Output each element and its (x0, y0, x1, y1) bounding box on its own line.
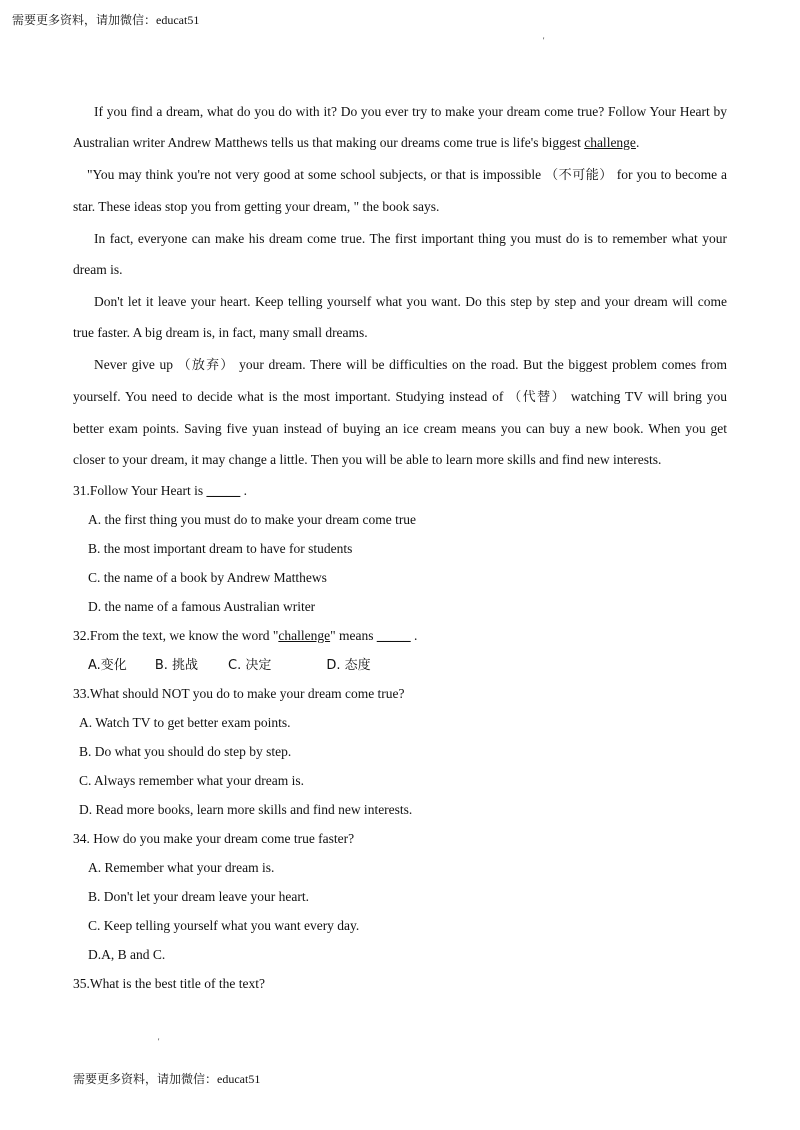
passage-paragraph-5 (73, 349, 727, 475)
question-text: . (410, 628, 418, 643)
page-header: 需要更多资料，请加微信：educat51 (12, 13, 200, 27)
chinese-gloss: （放弃） (177, 358, 235, 373)
question-text: 32.From the text, we know the word " (73, 628, 279, 643)
chinese-gloss: （不可能） (545, 168, 613, 183)
answer-blank: _____ (376, 628, 411, 643)
question-33-option-a: A. Watch TV to get better exam points. (79, 715, 291, 730)
passage-paragraph-3: In fact, everyone can make his dream come true. The first important thing you must do is to remember what your dream is. (73, 231, 727, 277)
passage-paragraph-4: Don't let it leave your heart. Keep telling yourself what you want. Do this step by step and your dream will come true faster. A big dream is, in fact, many small dreams. (73, 294, 727, 340)
text-run: . (635, 135, 640, 150)
question-33-option-b: B. Do what you should do step by step. (79, 744, 292, 759)
question-33-option-d: D. Read more books, learn more skills and find new interests. (79, 802, 413, 817)
question-31-option-c: C. the name of a book by Andrew Matthews (88, 570, 327, 585)
question-34-option-b: B. Don't let your dream leave your heart. (88, 889, 309, 904)
question-31-option-d: D. the name of a famous Australian writer (88, 599, 316, 614)
question-35-stem: 35.What is the best title of the text? (73, 976, 265, 991)
text-run: Never give up (94, 357, 178, 372)
question-34-option-c: C. Keep telling yourself what you want every day. (88, 918, 360, 933)
page-footer: 需要更多资料，请加微信：educat51 (73, 1072, 261, 1086)
question-34-stem: 34. How do you make your dream come true faster? (73, 831, 355, 846)
passage-paragraph-1 (73, 96, 727, 158)
text-run: "You may think you're not very good at some school subjects, or that is impossible (87, 167, 546, 182)
question-32-option-b: B. 挑战 (154, 658, 198, 673)
passage-paragraph-2 (73, 159, 727, 222)
question-32-stem (73, 621, 727, 650)
question-32-option-a: A.变化 (88, 658, 127, 673)
text-run: your dream. There will be difficulties on the road. But the biggest problem comes from yourself. You need to decide what is the most important. Studying instead of (73, 357, 727, 404)
question-32-option-c: C. 决定 (228, 658, 272, 673)
question-34-option-d: D.A, B and C. (88, 947, 166, 962)
question-33-option-c: C. Always remember what your dream is. (79, 773, 304, 788)
stray-mark: ' (158, 1037, 160, 1046)
stray-mark: ' (543, 36, 545, 45)
question-text: . (240, 483, 248, 498)
underlined-word: challenge (278, 628, 331, 643)
question-31-stem (73, 476, 727, 505)
question-32-options (73, 650, 727, 679)
question-34-option-a: A. Remember what your dream is. (88, 860, 275, 875)
question-31-option-a: A. the first thing you must do to make your dream come true (88, 512, 417, 527)
answer-blank: _____ (206, 483, 241, 498)
question-text: " means (330, 628, 377, 643)
question-33-stem: 33.What should NOT you do to make your dream come true? (73, 686, 405, 701)
question-31-option-b: B. the most important dream to have for students (88, 541, 353, 556)
text-run: for you to become a star. These ideas stop you from getting your dream, " the book says. (73, 167, 727, 214)
question-32-option-d: D. 态度 (326, 658, 371, 673)
document-body (73, 96, 727, 998)
question-text: 31.Follow Your Heart is (73, 483, 207, 498)
chinese-gloss: （代替） (508, 390, 567, 405)
underlined-word: challenge (584, 135, 636, 150)
text-run: watching TV will bring you better exam points. Saving five yuan instead of buying an ice cream means you can buy a new book. When you get closer to your dream, it may change a little. Then you will be able to learn more skills and find new interests. (73, 389, 727, 467)
text-run: If you find a dream, what do you do with it? Do you ever try to make your dream come true? Follow Your Heart by Australian writer Andrew Matthews tells us that making our dreams come true is life's biggest (73, 104, 727, 150)
